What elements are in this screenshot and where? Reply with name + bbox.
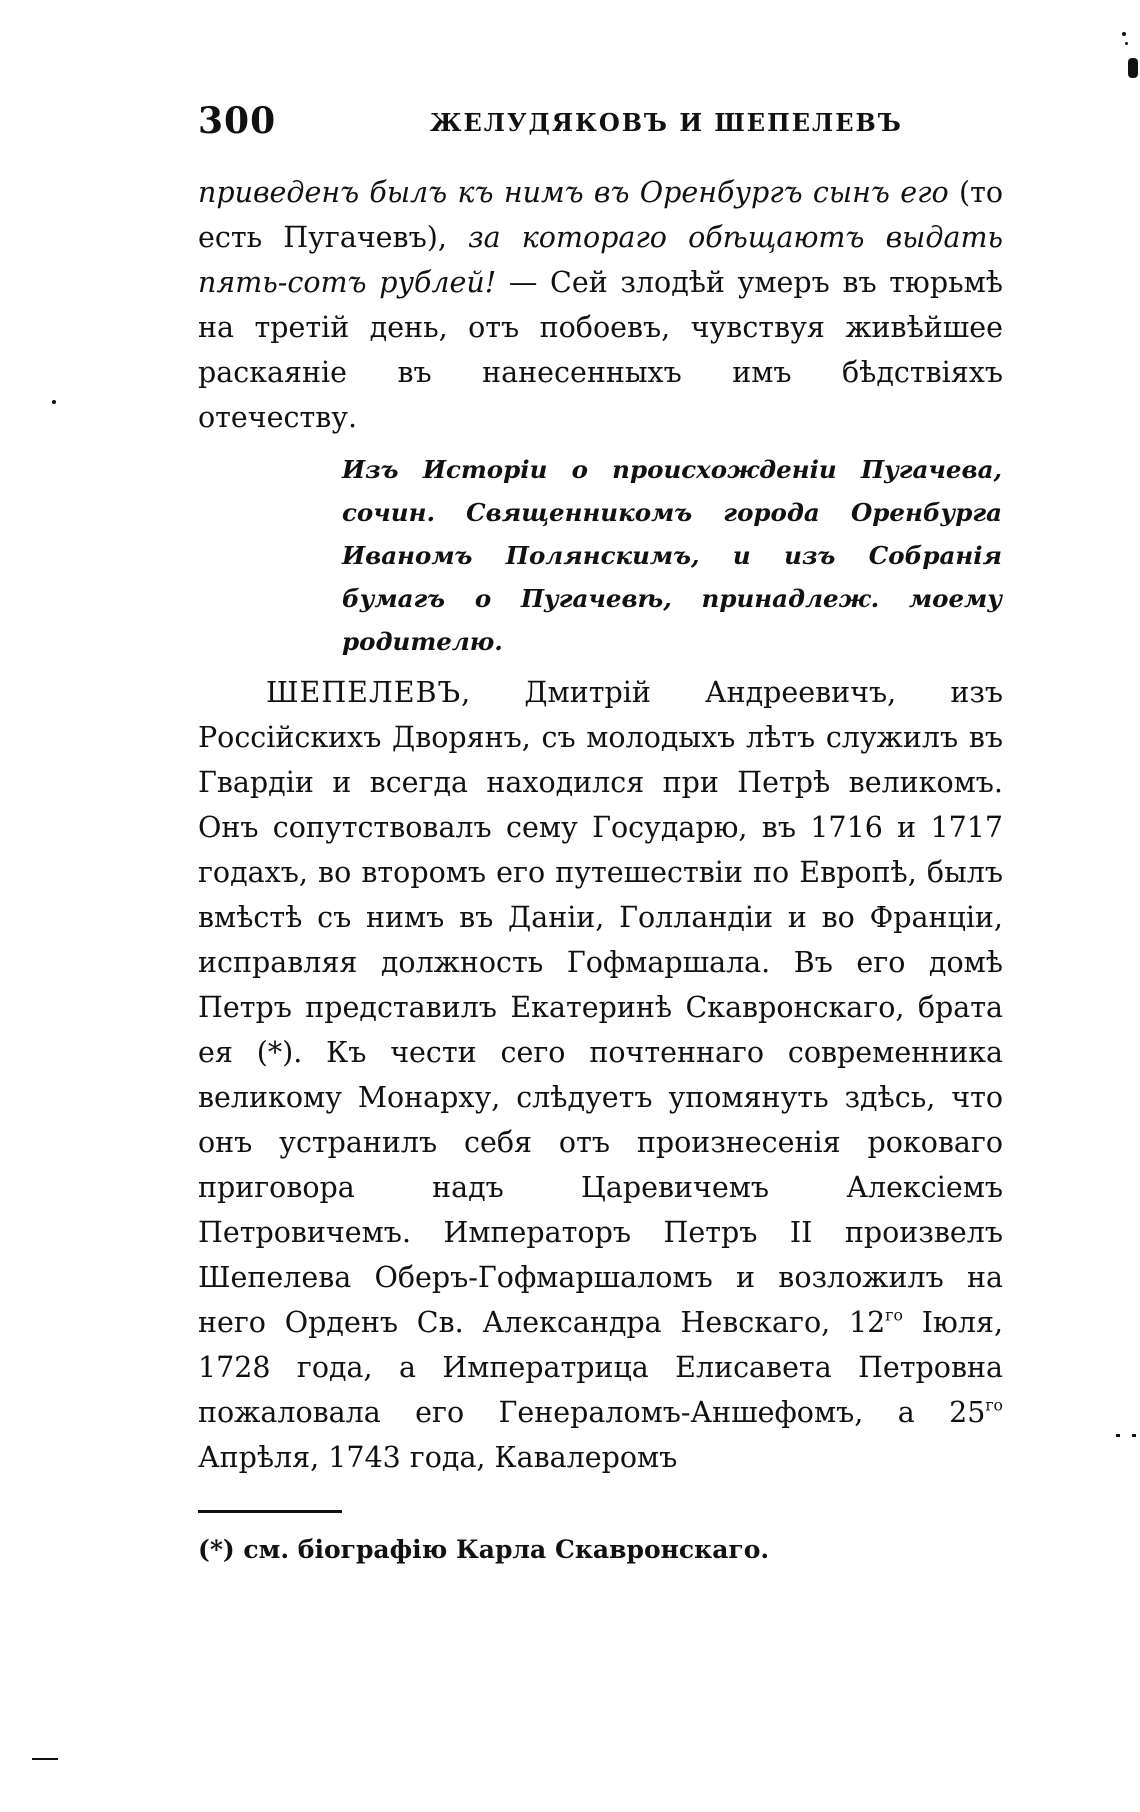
scan-dash-left — [32, 1758, 58, 1760]
scan-dot-left — [52, 400, 56, 404]
top-paragraph — [198, 170, 1003, 440]
biography-paragraph — [198, 670, 1003, 1480]
biography-text-1: , Дмитрій Андреевичъ, изъ Россійскихъ Дворянъ, съ молодыхъ лѣтъ служилъ въ Гвардіи и всегда находился при Петрѣ великомъ. Онъ сопутствовалъ сему Государю, въ 1716 и 1717 годахъ, во второмъ его путешествіи по Европѣ, былъ вмѣстѣ съ нимъ въ Даніи, Голландіи и во Франціи, исправляя должность Гофмаршала. Въ его домѣ Петръ представилъ Екатеринѣ Скавронскаго, брата ея (*). Къ чести сего почтеннаго современника великому Монарху, слѣдуетъ упомянуть здѣсь, что онъ устранилъ себя отъ произнесенія роковаго приговора надъ Царевичемъ Алексіемъ Петровичемъ. Императоръ Петръ II произвелъ Шепелева Оберъ-Гофмаршаломъ и возложилъ на него Орденъ Св. Александра Невскаго, 12 — [198, 676, 1003, 1339]
scan-dots-right-bottom-2 — [1132, 1434, 1136, 1437]
superscript-1: го — [885, 1305, 903, 1325]
footnote: (*) см. біографію Карла Скавронскаго. — [198, 1535, 770, 1564]
scan-dot-right — [1122, 32, 1126, 36]
scan-mark-top-right — [1128, 58, 1138, 78]
top-plain-2: — Сей злодѣй умеръ въ тюрьмѣ на третій день, отъ побоевъ, чувствуя живѣйшее раскаяніе въ нанесенныхъ имъ бѣдствіяхъ отечеству. — [198, 266, 1003, 434]
running-title: ЖЕЛУДЯКОВЪ И ШЕПЕЛЕВЪ — [430, 108, 903, 137]
top-plain-1: (то есть Пугачевъ), — [198, 176, 1004, 254]
scan-dots-right-bottom — [1116, 1434, 1120, 1437]
biography-text-2: Іюля, 1728 года, а Императрица Елисавета Петровна пожаловала его Генераломъ-Аншефомъ, а 25 — [198, 1306, 1003, 1429]
top-italic-1: приведенъ былъ къ нимъ въ Оренбургъ сынъ его — [198, 176, 949, 209]
page-number: 300 — [198, 100, 277, 142]
page-header — [198, 100, 1000, 150]
scan-dot-right-2 — [1125, 42, 1128, 45]
source-citation: Изъ Исторіи о происхожденіи Пугачева, сочин. Священникомъ города Оренбурга Иваномъ Полянскимъ, и изъ Собранія бумагъ о Пугачевѣ, принадлеж. моему родителю. — [342, 455, 1002, 656]
superscript-2: го — [985, 1395, 1003, 1415]
entry-name: ШЕПЕЛЕВЪ — [266, 676, 462, 709]
footnote-rule — [198, 1510, 342, 1513]
top-italic-2: за котораго обѣщаютъ выдать пять-сотъ рублей! — [198, 221, 1003, 299]
biography-text-3: Апрѣля, 1743 года, Кавалеромъ — [198, 1441, 678, 1474]
